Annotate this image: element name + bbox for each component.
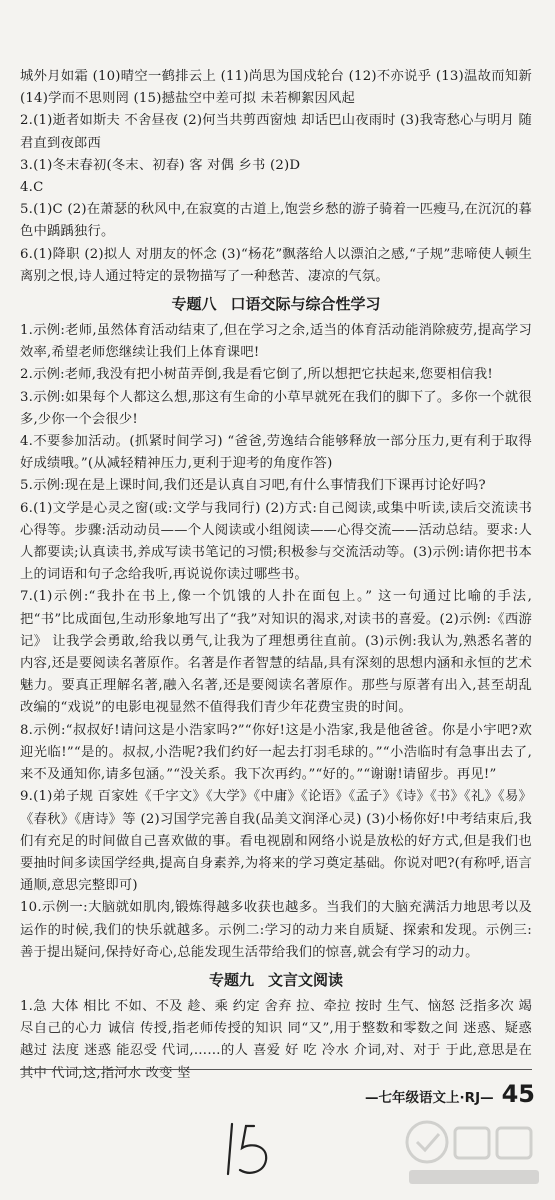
- s8-answer-7: 7.(1)示例:“我扑在书上,像一个饥饿的人扑在面包上。” 这一句通过比喻的手法,把“书”比成面包,生动形象地写出了“我”对知识的渴求,对读书的喜爱。(2)示例:《西游记》 让我学会勇敢,给我以勇气,让我为了理想勇往直前。(3)示例:我认为,熟悉名著的内容,还是要阅读名著原作。名著是作者智慧的结晶,具有深刻的思想内涵和永恒的艺术魅力。要真正理解名著,融入名著,还是要阅读名著原作。那些与原著有出入,甚至胡乱改编的“戏说”的电影电视显然不值得我们青少年花费宝贵的时间。: [20, 589, 532, 716]
- page-footer: [365, 1080, 535, 1108]
- footer-divider: [20, 1069, 532, 1070]
- page-content: [20, 66, 532, 1085]
- answer-line-4: 4.C: [20, 180, 44, 196]
- s8-answer-4: 4.不要参加活动。(抓紧时间学习) “爸爸,劳逸结合能够释放一部分压力,更有利于取得好成绩哦。”(从减轻精神压力,更利于迎考的角度作答): [20, 434, 532, 472]
- answer-line-5: 5.(1)C (2)在萧瑟的秋风中,在寂寞的古道上,饱尝乡愁的游子骑着一匹瘦马,在沉沉的暮色中踽踽独行。: [20, 202, 532, 240]
- answer-line-6: 6.(1)降职 (2)拟人 对朋友的怀念 (3)“杨花”飘落给人以漂泊之感,“子规”悲啼使人顿生离别之恨,诗人通过特定的景物描写了一种愁苦、凄凉的气氛。: [20, 246, 532, 284]
- s9-answer-1: 1.急 大体 相比 不如、不及 趁、乘 约定 舍弃 拉、牵拉 按时 生气、恼怒 泛指多次 竭尽自己的心力 诚信 传授,指老师传授的知识 同“又”,用于整数和零数之间 迷惑、疑惑 越过 法度 迷惑 能忍受 代词,……的人 喜爱 好 吃 冷水 介词,对、对于 于此,意思是在其中 代词,这,指河水 改变 坚: [20, 998, 532, 1081]
- s8-answer-5: 5.示例:现在是上课时间,我们还是认真自习吧,有什么事情我们下课再讨论好吗?: [20, 478, 486, 494]
- answer-line-poetry-fill: 城外月如霜 (10)晴空一鹤排云上 (11)尚思为国戍轮台 (12)不亦说乎 (13)温故而知新 (14)学而不思则罔 (15)撼盐空中差可拟 未若柳絮因风起: [20, 69, 532, 107]
- section-8-title: 口语交际与综合性学习: [230, 295, 381, 314]
- s8-answer-3: 3.示例:如果每个人都这么想,那这有生命的小草早就死在我们的脚下了。多你一个就很多,少你一个会很少!: [20, 389, 532, 427]
- section-8-number: 专题八: [171, 295, 217, 314]
- s8-answer-9: 9.(1)弟子规 百家姓《千字文》《大学》《中庸》《论语》《孟子》《诗》《书》《礼》《易》《春秋》《唐诗》等 (2)习国学完善自我(品美文润泽心灵) (3)小杨你好!中考结束后,我们有充足的时间做自己喜欢做的事。看电视剧和网络小说是放松的好方式,但是我们也要抽时间多读国学经典,提高自身素养,为将来的学习奠定基础。你说对吧?(有称呼,语言通顺,意思完整即可): [20, 789, 532, 894]
- handwritten-15-note: [218, 1118, 288, 1180]
- s8-answer-10: 10.示例一:大脑就如肌肉,锻炼得越多收获也越多。当我们的大脑充满活力地思考以及运作的时候,我们的快乐就越多。示例二:学习的动力来自质疑、探索和发现。示例三:善于提出疑问,保持好奇心,总能发现生活带给我们的惊喜,就会有学习的动力。: [20, 900, 532, 960]
- s8-answer-8: 8.示例:“叔叔好!请问这是小浩家吗?”“你好!这是小浩家,我是他爸爸。你是小宇吧?欢迎光临!”“是的。叔叔,小浩呢?我们约好一起去打羽毛球的。”“小浩临时有急事出去了,来不及通知你,请多包涵。”“没关系。我下次再约。”“好的。”“谢谢!请留步。再见!”: [20, 722, 532, 783]
- s8-answer-2: 2.示例:老师,我没有把小树苗弄倒,我是看它倒了,所以想把它扶起来,您要相信我!: [20, 367, 493, 383]
- s8-answer-1: 1.示例:老师,虽然体育活动结束了,但在学习之余,适当的体育活动能消除疲劳,提高学习效率,希望老师您继续让我们上体育课吧!: [20, 323, 532, 361]
- answer-line-2: 2.(1)逝者如斯夫 不舍昼夜 (2)何当共剪西窗烛 却话巴山夜雨时 (3)我寄愁心与明月 随君直到夜郎西: [20, 113, 532, 151]
- book-label: —七年级语文上·RJ—: [365, 1090, 494, 1106]
- s8-answer-6: 6.(1)文学是心灵之窗(或:文学与我同行) (2)方式:自己阅读,或集中听读,读后交流读书心得等。步骤:活动动员——个人阅读或小组阅读——心得交流——活动总结。要求:人人都要读;认真读书,养成写读书笔记的习惯;积极参与交流活动等。(3)示例:请你把书本上的词语和句子念给我听,再说说你读过哪些书。: [20, 500, 532, 583]
- page-number: 45: [501, 1080, 535, 1108]
- watermark-logo: [399, 1110, 549, 1190]
- section-9-number: 专题九: [208, 970, 254, 989]
- answer-line-3: 3.(1)冬末春初(冬末、初春) 客 对偶 乡书 (2)D: [20, 157, 301, 173]
- section-9-title: 文言文阅读: [268, 970, 344, 989]
- section-8-heading: [20, 292, 532, 316]
- section-9-heading: [20, 968, 532, 992]
